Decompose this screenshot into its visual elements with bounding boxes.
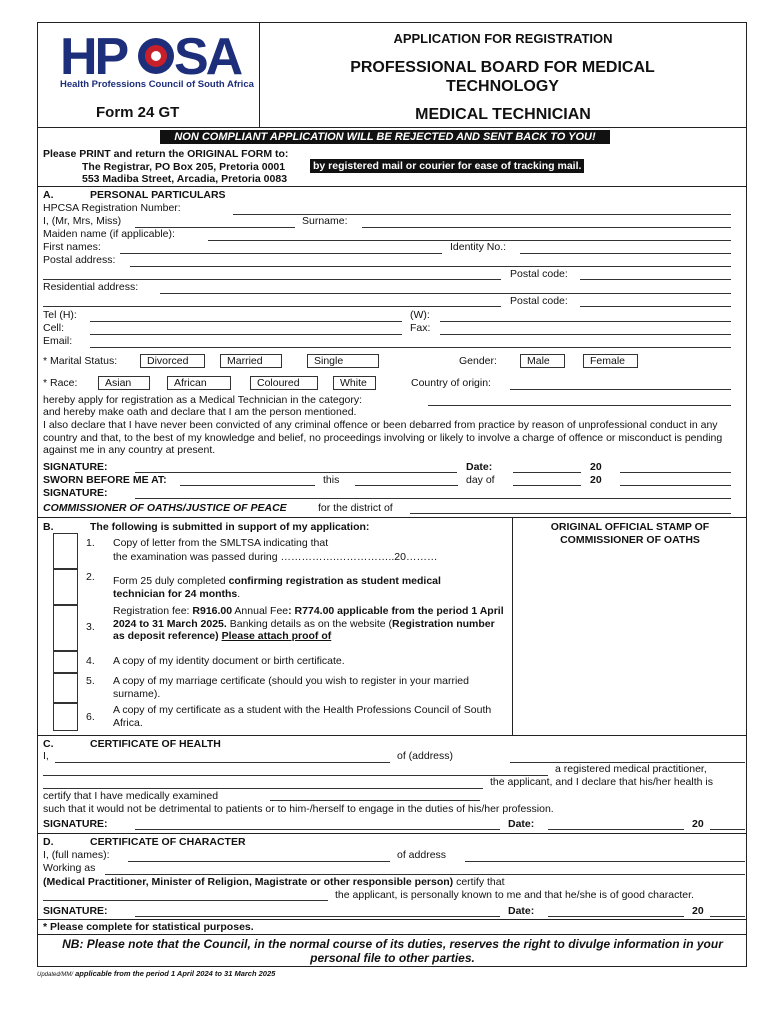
- item-6-number: 6.: [86, 711, 95, 723]
- health-address-field-2[interactable]: [43, 775, 548, 776]
- date-label: Date:: [466, 461, 493, 473]
- tel-h-field[interactable]: [90, 321, 402, 322]
- gender-option-female[interactable]: Female: [583, 354, 638, 368]
- app-title: APPLICATION FOR REGISTRATION: [393, 31, 613, 46]
- year-field-2[interactable]: [620, 485, 731, 486]
- year-label: 20: [590, 461, 602, 473]
- section-d-title: CERTIFICATE OF CHARACTER: [90, 836, 246, 848]
- health-date-label: Date:: [508, 818, 535, 830]
- signature-label: SIGNATURE:: [43, 461, 108, 473]
- footer-small: Updated/MM/: [37, 972, 74, 978]
- item-1-text-a: Copy of letter from the SMLTSA indicating that: [113, 537, 329, 549]
- checkbox-item-1[interactable]: [53, 533, 78, 569]
- declaration-text: I also declare that I have never been convicted of any criminal offence or been debarred from practice by reason of unprofessional conduct in any country and that, to the best of my knowledge and belief, no proceedings involving or likely to involve a charge of offence or misconduct is pending against me in any country at present.: [43, 419, 723, 456]
- section-b-vdivider: [512, 517, 513, 735]
- race-option-coloured[interactable]: Coloured: [250, 376, 318, 390]
- form-number: Form 24 GT: [96, 104, 180, 121]
- maiden-label: Maiden name (if applicable):: [43, 228, 175, 240]
- responsible-person: [43, 876, 505, 888]
- reg-number-label: HPCSA Registration Number:: [43, 202, 181, 214]
- return-line2: The Registrar, PO Box 205, Pretoria 0001: [82, 161, 286, 173]
- hpcsa-logo: [60, 30, 254, 92]
- marital-label: * Marital Status:: [43, 355, 118, 367]
- year-label-2: 20: [590, 474, 602, 486]
- item-3-text: [113, 605, 508, 643]
- character-signature-field[interactable]: [135, 916, 500, 917]
- item-2-text-bold: confirming registration as student medical technician for 24 months: [113, 575, 441, 600]
- surname-field[interactable]: [362, 227, 731, 228]
- health-doctor-name-field[interactable]: [55, 762, 390, 763]
- working-field[interactable]: [105, 874, 745, 875]
- marital-option-divorced[interactable]: Divorced: [140, 354, 205, 368]
- fax-label: Fax:: [410, 322, 431, 334]
- health-signature-field[interactable]: [135, 829, 500, 830]
- sworn-label: SWORN BEFORE ME AT:: [43, 474, 167, 486]
- item-3-fee: R916.00: [192, 605, 233, 617]
- health-of-address-label: of (address): [397, 750, 454, 762]
- checkbox-item-2[interactable]: [53, 569, 78, 605]
- health-year-field[interactable]: [710, 829, 745, 830]
- item-3-text-a3: Banking details as on the website (: [226, 617, 393, 630]
- character-date-label: Date:: [508, 905, 535, 917]
- item-5-text: A copy of my marriage certificate (should you wish to register in your married surname).: [113, 675, 469, 700]
- section-a-letter: A.: [43, 189, 54, 201]
- marital-option-married[interactable]: Married: [220, 354, 282, 368]
- district-label: for the district of: [318, 502, 393, 514]
- divider-nb: [37, 934, 747, 935]
- character-address-field[interactable]: [465, 861, 745, 862]
- postal-code-label: Postal code:: [510, 268, 568, 280]
- item-3-ref: Registration number as deposit reference): [113, 617, 495, 642]
- character-year-field[interactable]: [710, 916, 745, 917]
- stamp-label: ORIGINAL OFFICIAL STAMP OF COMMISSIONER OF OATHS: [550, 521, 710, 546]
- race-label: * Race:: [43, 377, 78, 389]
- gender-option-male[interactable]: Male: [520, 354, 565, 368]
- checkbox-item-6[interactable]: [53, 703, 78, 731]
- fax-field[interactable]: [440, 334, 731, 335]
- nb-note: NB: Please note that the Council, in the normal course of its duties, reserves the right to divulge information in your personal file to other parties.: [62, 937, 723, 965]
- postal-label: Postal address:: [43, 254, 116, 266]
- health-applicant-field[interactable]: [43, 788, 483, 789]
- item-3-text-a: Registration fee:: [113, 605, 193, 617]
- month-field[interactable]: [513, 485, 581, 486]
- district-field[interactable]: [410, 513, 731, 514]
- tel-h-label: Tel (H):: [43, 309, 77, 321]
- item-4-text: A copy of my identity document or birth certificate.: [113, 655, 345, 667]
- character-name-field[interactable]: [128, 861, 390, 862]
- section-d-letter: D.: [43, 836, 54, 848]
- section-b-title: The following is submitted in support of my application:: [90, 521, 370, 533]
- year-field[interactable]: [620, 472, 731, 473]
- section-a-title: PERSONAL PARTICULARS: [90, 189, 226, 201]
- item-2-text: [113, 575, 483, 600]
- practitioner-label: a registered medical practitioner,: [555, 763, 707, 775]
- postal-field[interactable]: [130, 266, 731, 267]
- tel-w-label: (W):: [410, 309, 430, 321]
- header-bottom: [37, 127, 747, 128]
- item-6-text: A copy of my certificate as a student with the Health Professions Council of South Africa.: [113, 704, 492, 729]
- item-3-text-a2: Annual Fee: [232, 605, 289, 617]
- character-date-field[interactable]: [548, 916, 684, 917]
- postal-code-label-2: Postal code:: [510, 295, 568, 307]
- day-field[interactable]: [355, 485, 458, 486]
- sworn-place-field[interactable]: [180, 485, 315, 486]
- category-title: MEDICAL TECHNICIAN: [415, 106, 591, 123]
- item-2-text-a: Form 25 duly completed: [113, 575, 229, 587]
- identity-field[interactable]: [520, 253, 731, 254]
- this-label: this: [323, 474, 340, 486]
- email-field[interactable]: [90, 347, 731, 348]
- known-label: the applicant, is personally known to me and that he/she is of good character.: [335, 889, 694, 901]
- health-year-label: 20: [692, 818, 704, 830]
- section-b-letter: B.: [43, 521, 54, 533]
- first-names-label: First names:: [43, 241, 101, 253]
- country-label: Country of origin:: [411, 377, 491, 389]
- footer: [37, 969, 275, 978]
- divider-b: [37, 517, 747, 518]
- postal-code-field[interactable]: [580, 279, 731, 280]
- postal-field-2[interactable]: [43, 279, 501, 280]
- item-3-number: 3.: [86, 621, 95, 633]
- item-3-annual: : R774.00 applicable from the period 1 April 2024 to 31 March 2025.: [113, 605, 504, 630]
- race-option-african[interactable]: African: [167, 376, 231, 390]
- certify-that: certify that: [453, 876, 505, 888]
- svg-text:SA: SA: [174, 30, 241, 78]
- divider-stat: [37, 919, 747, 920]
- warning-banner: NON COMPLIANT APPLICATION WILL BE REJECTED AND SENT BACK TO YOU!: [160, 130, 610, 144]
- residential-field[interactable]: [160, 293, 731, 294]
- race-option-asian[interactable]: Asian: [98, 376, 150, 390]
- applicant-health-label: the applicant, and I declare that his/her health is: [490, 776, 713, 788]
- character-signature-label: SIGNATURE:: [43, 905, 108, 917]
- certify-label: certify that I have medically examined: [43, 790, 219, 802]
- health-examined-field[interactable]: [270, 800, 480, 801]
- such-label: such that it would not be detrimental to patients or to him-/herself to engage in the duties of his/her profession.: [43, 803, 554, 815]
- divider-c: [37, 735, 747, 736]
- character-year-label: 20: [692, 905, 704, 917]
- residential-label: Residential address:: [43, 281, 139, 293]
- item-2-text-end: .: [237, 587, 241, 600]
- full-names-label: I, (full names):: [43, 849, 110, 861]
- health-i-label: I,: [43, 750, 49, 762]
- email-label: Email:: [43, 335, 73, 347]
- checkbox-item-5[interactable]: [53, 673, 78, 703]
- postal-code-field-2[interactable]: [580, 306, 731, 307]
- apply-line1: hereby apply for registration as a Medical Technician in the category:: [43, 394, 363, 406]
- section-c-letter: C.: [43, 738, 54, 750]
- logo-subtitle: Health Professions Council of South Africa: [60, 79, 254, 90]
- item-3-attach: Please attach proof of: [221, 630, 332, 642]
- signature-label-2: SIGNATURE:: [43, 487, 108, 499]
- working-label: Working as: [43, 862, 96, 874]
- signature-field[interactable]: [135, 472, 457, 473]
- commissioner-label: COMMISSIONER OF OATHS/JUSTICE OF PEACE: [43, 502, 287, 514]
- responsible-person-bold: (Medical Practitioner, Minister of Religion, Magistrate or other responsible person): [43, 876, 454, 888]
- gender-label: Gender:: [459, 355, 497, 367]
- title-label: I, (Mr, Mrs, Miss): [43, 215, 122, 227]
- svg-text:HP: HP: [60, 30, 127, 78]
- item-1-number: 1.: [86, 537, 95, 549]
- signature-field-2[interactable]: [135, 498, 731, 499]
- character-applicant-field[interactable]: [43, 900, 328, 901]
- item-2-number: 2.: [86, 571, 95, 583]
- date-field[interactable]: [513, 472, 581, 473]
- item-4-number: 4.: [86, 655, 95, 667]
- day-of-label: day of: [466, 474, 495, 486]
- race-option-white[interactable]: White: [333, 376, 376, 390]
- divider-a: [37, 186, 747, 187]
- tel-w-field[interactable]: [440, 321, 731, 322]
- checkbox-item-4[interactable]: [53, 651, 78, 673]
- first-names-field[interactable]: [120, 253, 442, 254]
- cell-label: Cell:: [43, 322, 65, 334]
- country-field[interactable]: [510, 389, 731, 390]
- residential-field-2[interactable]: [43, 306, 501, 307]
- divider-d: [37, 833, 747, 834]
- return-line3: 553 Madiba Street, Arcadia, Pretoria 0083: [82, 173, 288, 185]
- cell-field[interactable]: [90, 334, 402, 335]
- item-5-number: 5.: [86, 675, 95, 687]
- health-date-field[interactable]: [548, 829, 684, 830]
- return-line1: Please PRINT and return the ORIGINAL FORM to:: [43, 148, 289, 160]
- item-1-text-b: the examination was passed during …………….……………..20………: [113, 551, 438, 563]
- checkbox-item-3[interactable]: [53, 605, 78, 651]
- category-field[interactable]: [428, 405, 731, 406]
- footer-text: applicable from the period 1 April 2024 to 31 March 2025: [75, 969, 276, 978]
- surname-label: Surname:: [302, 215, 348, 227]
- statistical-note: * Please complete for statistical purposes.: [43, 921, 254, 933]
- character-address-label: of address: [397, 849, 447, 861]
- marital-option-single[interactable]: Single: [307, 354, 379, 368]
- apply-line2: and hereby make oath and declare that I am the person mentioned.: [43, 406, 357, 418]
- logo-mark-icon: [60, 30, 245, 78]
- identity-label: Identity No.:: [450, 241, 507, 253]
- return-highlight: by registered mail or courier for ease of tracking mail.: [310, 159, 584, 173]
- section-c-title: CERTIFICATE OF HEALTH: [90, 738, 221, 750]
- board-title: PROFESSIONAL BOARD FOR MEDICAL TECHNOLOGY: [350, 59, 655, 95]
- health-signature-label: SIGNATURE:: [43, 818, 108, 830]
